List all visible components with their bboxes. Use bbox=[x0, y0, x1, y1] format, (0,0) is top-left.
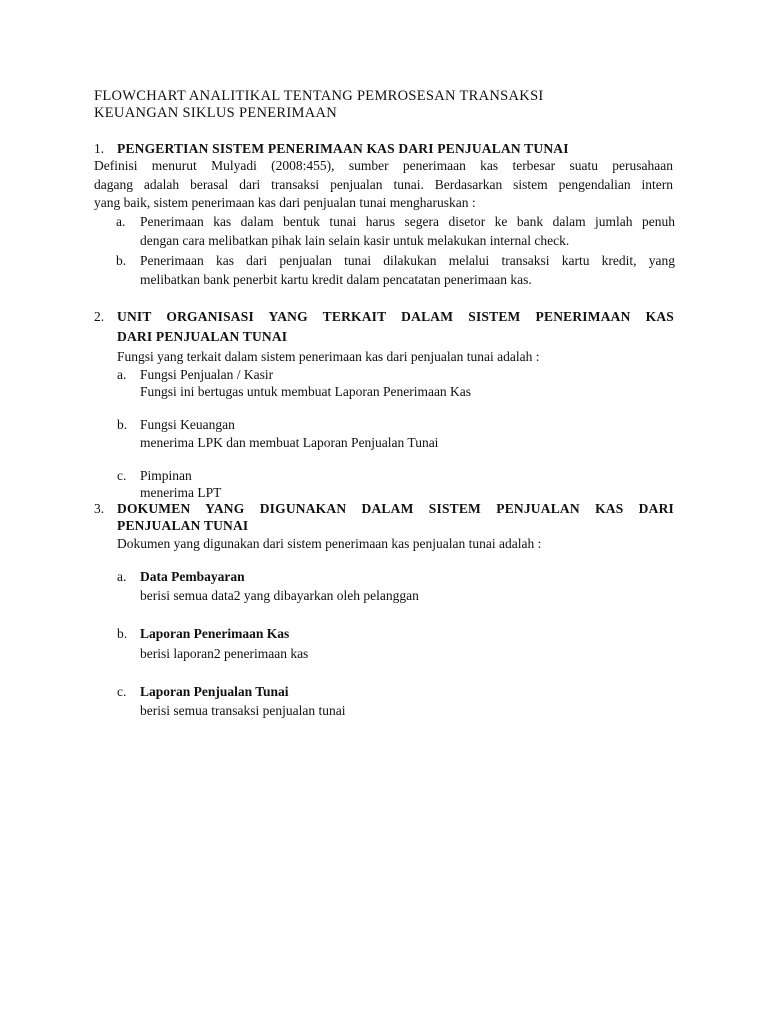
section-3-item-a-desc: berisi semua data2 yang dibayarkan oleh pelanggan bbox=[140, 588, 419, 603]
section-1-item-a-letter: a. bbox=[116, 214, 126, 229]
section-3-item-c-letter: c. bbox=[117, 684, 127, 699]
section-1-paragraph-line-2: dagang adalah berasal dari transaksi penjualan tunai. Berdasarkan sistem pengendalian intern bbox=[94, 177, 673, 192]
section-1-item-a-line-1: Penerimaan kas dalam bentuk tunai harus segera disetor ke bank dalam jumlah penuh bbox=[140, 214, 675, 229]
section-2-item-b-desc: menerima LPK dan membuat Laporan Penjualan Tunai bbox=[140, 435, 439, 450]
section-2-item-a-name: Fungsi Penjualan / Kasir bbox=[140, 367, 274, 382]
section-2-item-c-name: Pimpinan bbox=[140, 468, 192, 483]
section-1-heading: PENGERTIAN SISTEM PENERIMAAN KAS DARI PENJUALAN TUNAI bbox=[117, 141, 569, 156]
section-1-item-a-line-2: dengan cara melibatkan pihak lain selain kasir untuk melakukan internal check. bbox=[140, 233, 570, 248]
section-3-item-b-desc: berisi laporan2 penerimaan kas bbox=[140, 646, 309, 661]
section-2-number: 2. bbox=[94, 309, 105, 324]
section-3-intro: Dokumen yang digunakan dari sistem penerimaan kas penjualan tunai adalah : bbox=[117, 536, 542, 551]
section-2-item-b-letter: b. bbox=[117, 417, 128, 432]
section-1-number: 1. bbox=[94, 141, 105, 156]
section-3-heading-line-2: PENJUALAN TUNAI bbox=[117, 518, 249, 533]
section-1-item-b-line-2: melibatkan bank penerbit kartu kredit dalam pencatatan penerimaan kas. bbox=[140, 272, 532, 287]
section-3-item-c-desc: berisi semua transaksi penjualan tunai bbox=[140, 703, 346, 718]
document-title-line-1: FLOWCHART ANALITIKAL TENTANG PEMROSESAN TRANSAKSI bbox=[94, 88, 544, 104]
section-3-item-c-name: Laporan Penjualan Tunai bbox=[140, 684, 289, 699]
section-1-paragraph-line-1: Definisi menurut Mulyadi (2008:455), sumber penerimaan kas terbesar suatu perusahaan bbox=[94, 158, 673, 173]
section-2-item-c-letter: c. bbox=[117, 468, 127, 483]
section-1-paragraph-line-3: yang baik, sistem penerimaan kas dari penjualan tunai mengharuskan : bbox=[94, 195, 476, 210]
document-title-line-2: KEUANGAN SIKLUS PENERIMAAN bbox=[94, 105, 338, 121]
section-3-item-b-letter: b. bbox=[117, 626, 128, 641]
section-1-item-b-line-1: Penerimaan kas dari penjualan tunai dilakukan melalui transaksi kartu kredit, yang bbox=[140, 253, 675, 268]
section-2-heading-line-1: UNIT ORGANISASI YANG TERKAIT DALAM SISTEM PENERIMAAN KAS bbox=[117, 309, 674, 324]
section-3-number: 3. bbox=[94, 501, 105, 516]
section-3-item-b-name: Laporan Penerimaan Kas bbox=[140, 626, 290, 641]
section-2-item-b-name: Fungsi Keuangan bbox=[140, 417, 235, 432]
section-2-item-a-letter: a. bbox=[117, 367, 127, 382]
section-2-heading-line-2: DARI PENJUALAN TUNAI bbox=[117, 329, 288, 344]
section-3-heading-line-1: DOKUMEN YANG DIGUNAKAN DALAM SISTEM PENJUALAN KAS DARI bbox=[117, 501, 674, 516]
section-1-item-b-letter: b. bbox=[116, 253, 127, 268]
section-2-item-c-desc: menerima LPT bbox=[140, 485, 222, 500]
section-2-item-a-desc: Fungsi ini bertugas untuk membuat Laporan Penerimaan Kas bbox=[140, 384, 472, 399]
section-2-intro: Fungsi yang terkait dalam sistem penerimaan kas dari penjualan tunai adalah : bbox=[117, 349, 540, 364]
section-3-item-a-name: Data Pembayaran bbox=[140, 569, 245, 584]
section-3-item-a-letter: a. bbox=[117, 569, 127, 584]
